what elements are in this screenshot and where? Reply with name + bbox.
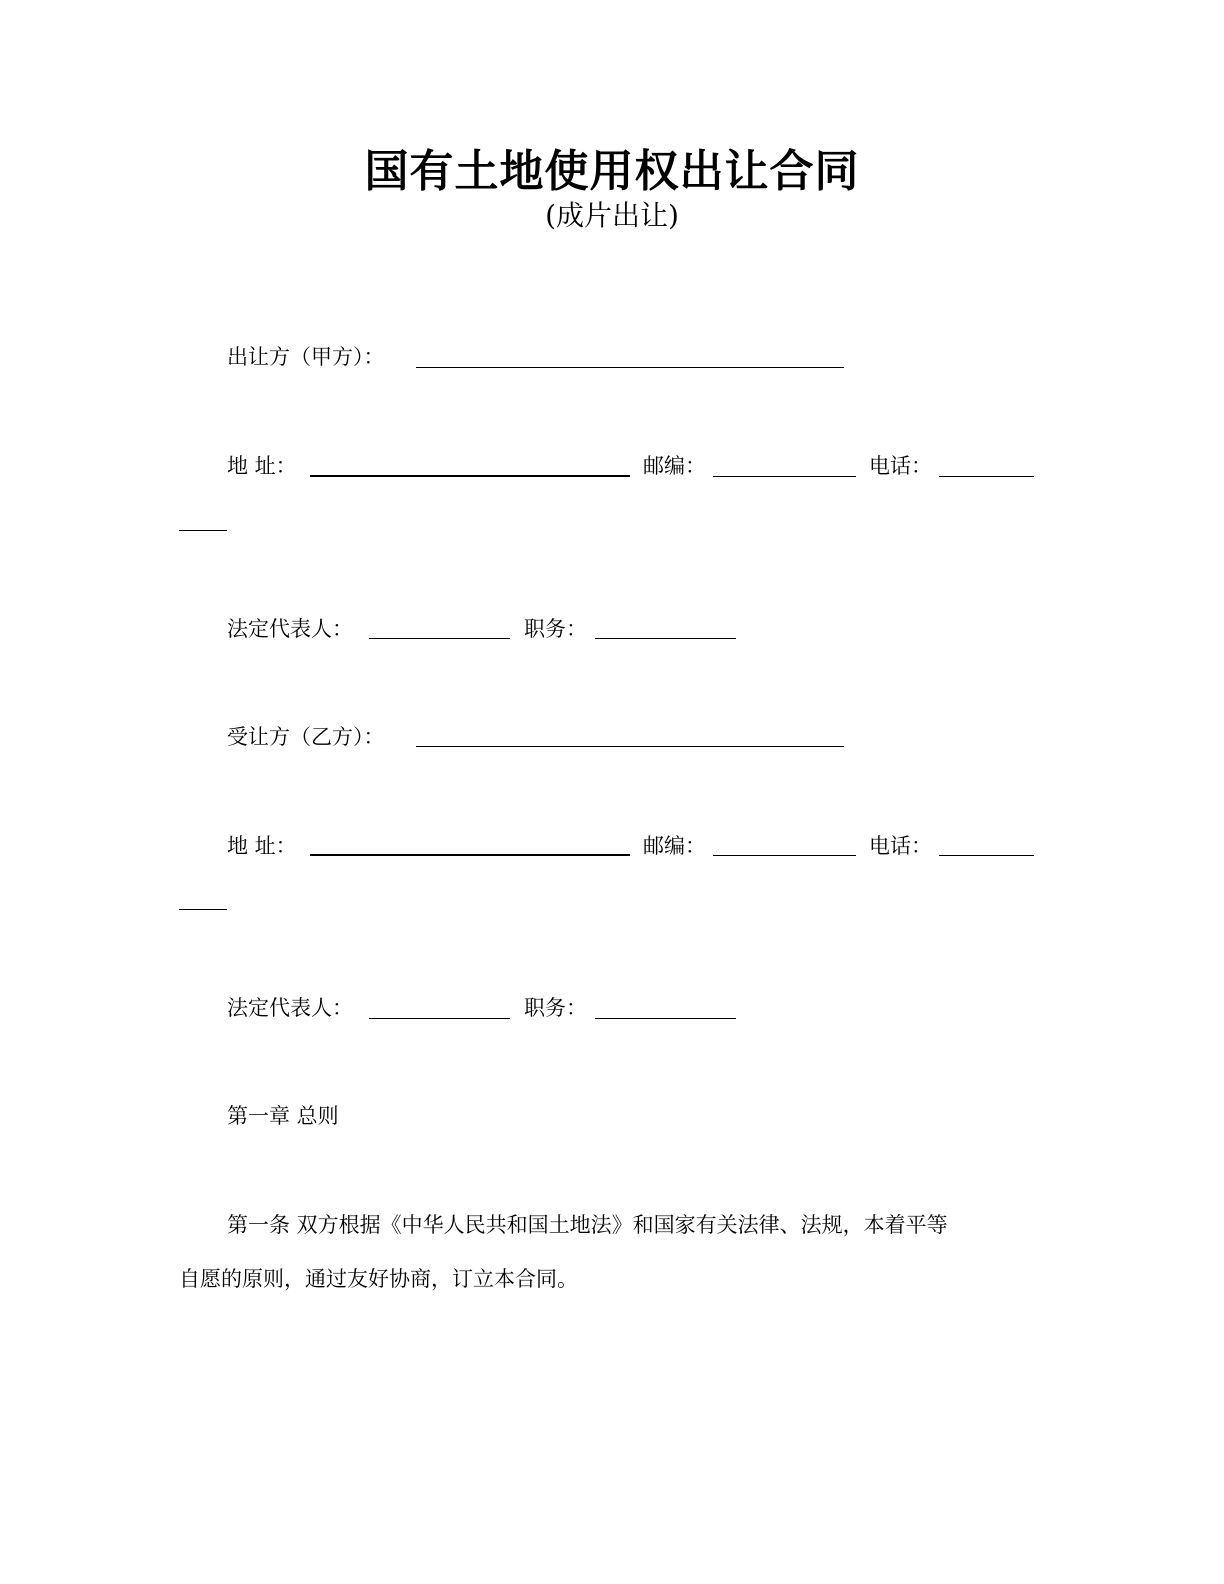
party-b-postcode-blank	[713, 855, 856, 856]
party-a-postcode-label: 邮编：	[643, 454, 706, 478]
party-b-postcode-label: 邮编：	[643, 834, 706, 858]
party-a-phone-blank	[939, 476, 1034, 477]
party-b-phone-blank	[939, 855, 1034, 856]
party-b-phone-blank-continued	[179, 909, 227, 910]
party-b-representative-blank	[369, 1018, 510, 1019]
party-b-position-label: 职务：	[524, 996, 587, 1020]
party-a-name-blank	[416, 367, 844, 368]
party-a-position-blank	[595, 638, 736, 639]
party-b-name-label: 受让方（乙方）：	[227, 725, 385, 749]
party-a-postcode-blank	[713, 476, 856, 477]
party-b-name-blank	[416, 746, 844, 747]
party-b-position-blank	[595, 1018, 736, 1019]
contract-subtitle: (成片出让)	[545, 199, 679, 232]
party-b-address-label: 地 址：	[227, 834, 297, 858]
party-a-phone-blank-continued	[179, 530, 227, 531]
article-1-line-1: 第一条 双方根据《中华人民共和国土地法》和国家有关法律、法规，本着平等	[227, 1213, 948, 1237]
party-a-name-label: 出让方（甲方）：	[227, 345, 385, 369]
party-a-representative-blank	[369, 638, 510, 639]
party-a-phone-label: 电话：	[869, 454, 932, 478]
party-b-representative-label: 法定代表人：	[227, 996, 353, 1020]
party-a-address-label: 地 址：	[227, 454, 297, 478]
party-b-phone-label: 电话：	[869, 834, 932, 858]
party-b-address-blank	[310, 854, 630, 856]
article-1-line-2: 自愿的原则，通过友好协商，订立本合同。	[179, 1267, 578, 1291]
chapter-1-heading: 第一章 总则	[227, 1104, 339, 1128]
party-a-representative-label: 法定代表人：	[227, 617, 353, 641]
contract-title: 国有土地使用权出让合同	[364, 146, 860, 197]
party-a-address-blank	[310, 475, 630, 477]
party-a-position-label: 职务：	[524, 617, 587, 641]
